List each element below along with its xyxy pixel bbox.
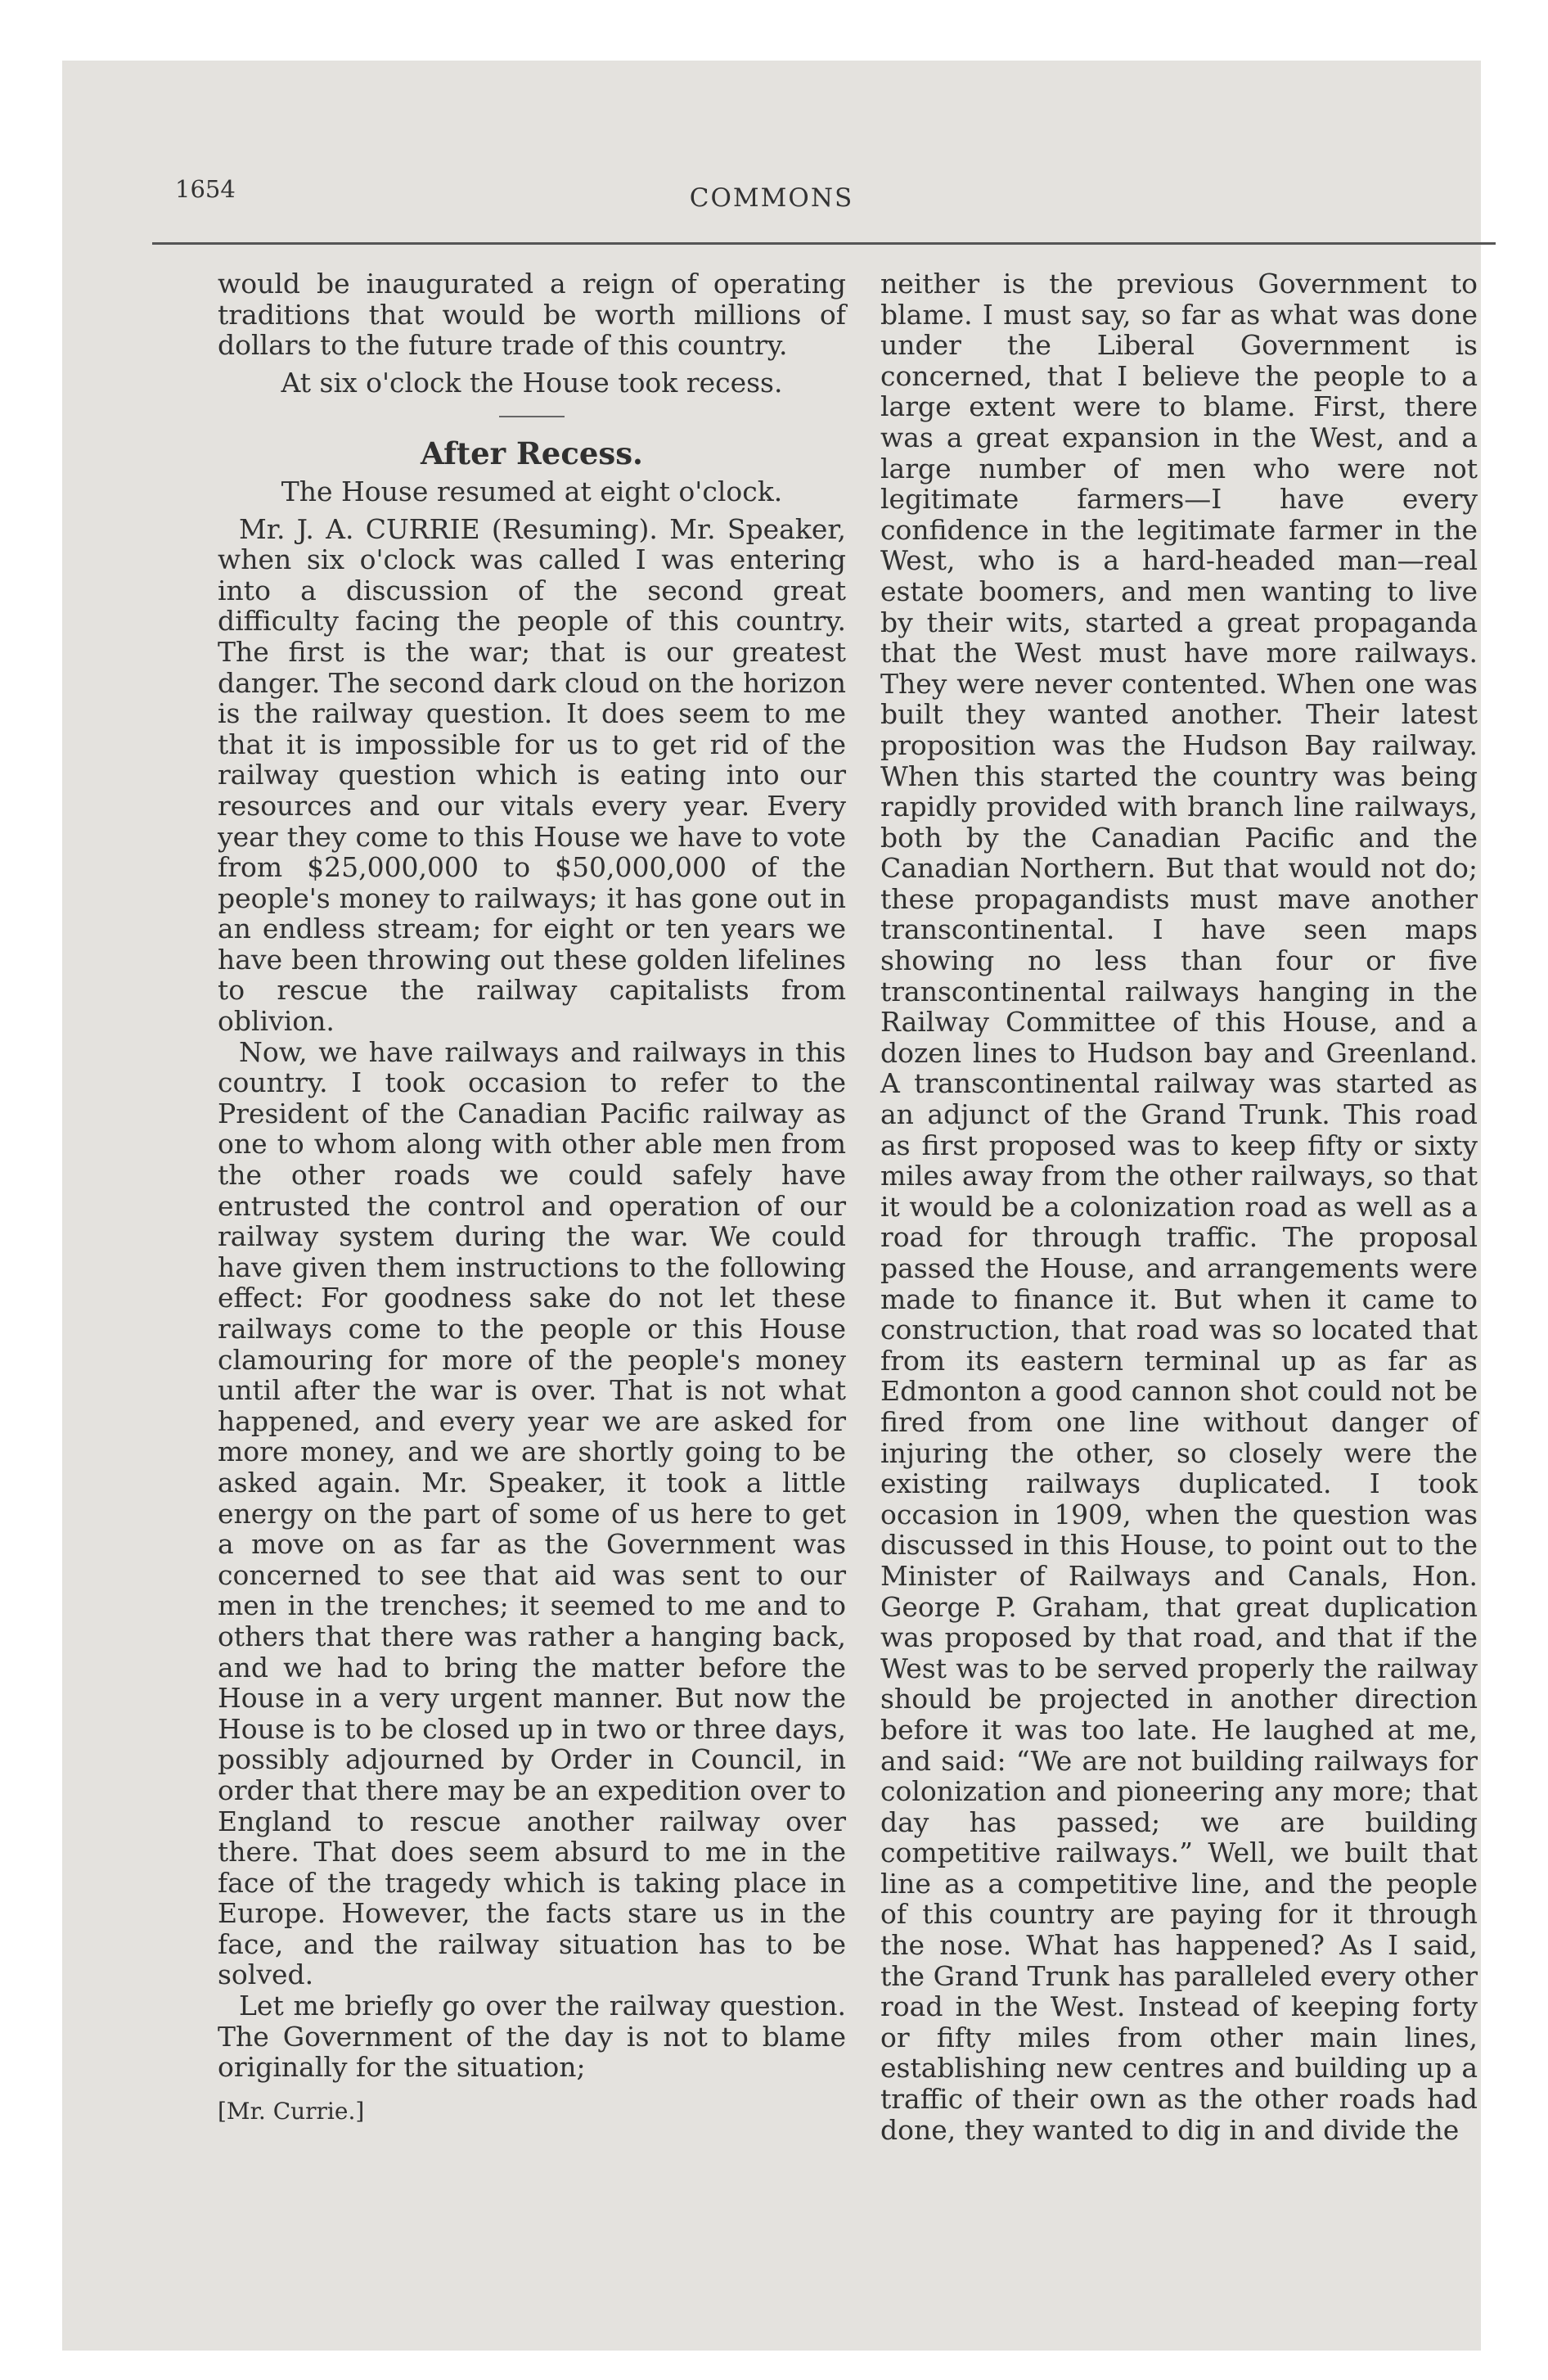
right-column (880, 268, 1478, 2145)
paragraph: Let me briefly go over the railway question. The Government of the day is not to blame originally for the situation; (218, 1990, 846, 2084)
page-header (62, 61, 1481, 257)
paragraph: At six o'clock the House took recess. (281, 366, 783, 399)
paragraph: Mr. J. A. CURRIE (Resuming). Mr. Speaker, when six o'clock was called I was entering into a discussion of the second great difficulty facing the people of this country. The first is the war; that is our greatest danger. The second dark cloud on the horizon is the railway question. It does seem to me that it is impossible for us to get rid of the railway question which is eating into our resources and our vitals every year. Every year they come to this House we have to vote from $25,000,000 to $50,000,000 of the people's money to railways; it has gone out in an endless stream; for eight or ten years we have been throwing out these golden lifelines to rescue the railway capitalists from oblivion. (218, 512, 846, 1038)
running-title: COMMONS (689, 183, 854, 213)
section-heading: After Recess. (421, 435, 643, 472)
paragraph: neither is the previous Government to blame. I must say, so far as what was done under the Liberal Government is concerned, that I believe the people to a large extent were to blame. First, there was a great expansion in the West, and a large number of men who were not legitimate farmers—I have every confidence in the legitimate farmer in the West, who is a hard-headed man—real estate boomers, and men wanting to live by their wits, started a great propaganda that the West must have more railways. They were never contented. When one was built they wanted another. Their latest proposition was the Hudson Bay railway. When this started the country was being rapidly provided with branch line railways, both by the Canadian Pacific and the Canadian Northern. But that would not do; these propagandists must mave another transcontinental. I have seen maps showing no less than four or five transcontinental railways hanging in the Railway Committee of this House, and a dozen lines to Hudson bay and Greenland. A transcontinental railway was started as an adjunct of the Grand Trunk. This road as first proposed was to keep fifty or sixty miles away from the other railways, so that it would be a colonization road as well as a road for through traffic. The proposal passed the House, and arrangements were made to finance it. But when it came to construction, that road was so located that from its eastern terminal up as far as Edmonton a good cannon shot could not be fired from one line without danger of injuring the other, so closely were the existing railways duplicated. I took occasion in 1909, when the question was discussed in this House, to point out to the Minister of Railways and Canals, Hon. George P. Graham, that great duplication was proposed by that road, and that if the West was to be served properly the railway should be projected in another direction before it was too late. He laughed at me, and said: “We are not building railways for colonization and pioneering any more; that day has passed; we are building competitive railways.” Well, we built that line as a competitive line, and the people of this country are paying for it through the nose. What has happened? As I said, the Grand Trunk has paralleled every other road in the West. Instead of keeping forty or fifty miles from other main lines, establishing new centres and building up a traffic of their own as the other roads had done, they wanted to dig in and divide the (880, 268, 1478, 2146)
speaker-attribution: [Mr. Currie.] (218, 2097, 365, 2125)
section-divider (499, 416, 565, 417)
paragraph: Now, we have railways and railways in this country. I took occasion to refer to the President of the Canadian Pacific railway as one to whom along with other able men from the other roads we could safely have entrusted the control and operation of our railway system during the war. We could have given them instructions to the following effect: For goodness sake do not let these railways come to the people or this House clamouring for more of the people's money until after the war is over. That is not what happened, and every year we are asked for more money, and we are shortly going to be asked again. Mr. Speaker, it took a little energy on the part of some of us here to get a move on as far as the Government was concerned to see that aid was sent to our men in the trenches; it seemed to me and to others that there was rather a hanging back, and we had to bring the matter before the House in a very urgent manner. But now the House is to be closed up in two or three days, possibly adjourned by Order in Council, in order that there may be an expedition over to England to rescue another railway over there. That does seem absurd to me in the face of the tragedy which is taking place in Europe. However, the facts stare us in the face, and the railway situation has to be solved. (218, 1035, 846, 1991)
scanned-page (62, 61, 1481, 2351)
header-rule (152, 242, 1496, 245)
page-number: 1654 (175, 175, 236, 203)
paragraph: would be inaugurated a reign of operating traditions that would be worth millions of dollars to the future trade of this country. (218, 268, 846, 362)
paragraph: The House resumed at eight o'clock. (281, 475, 783, 507)
left-column (218, 268, 846, 2126)
